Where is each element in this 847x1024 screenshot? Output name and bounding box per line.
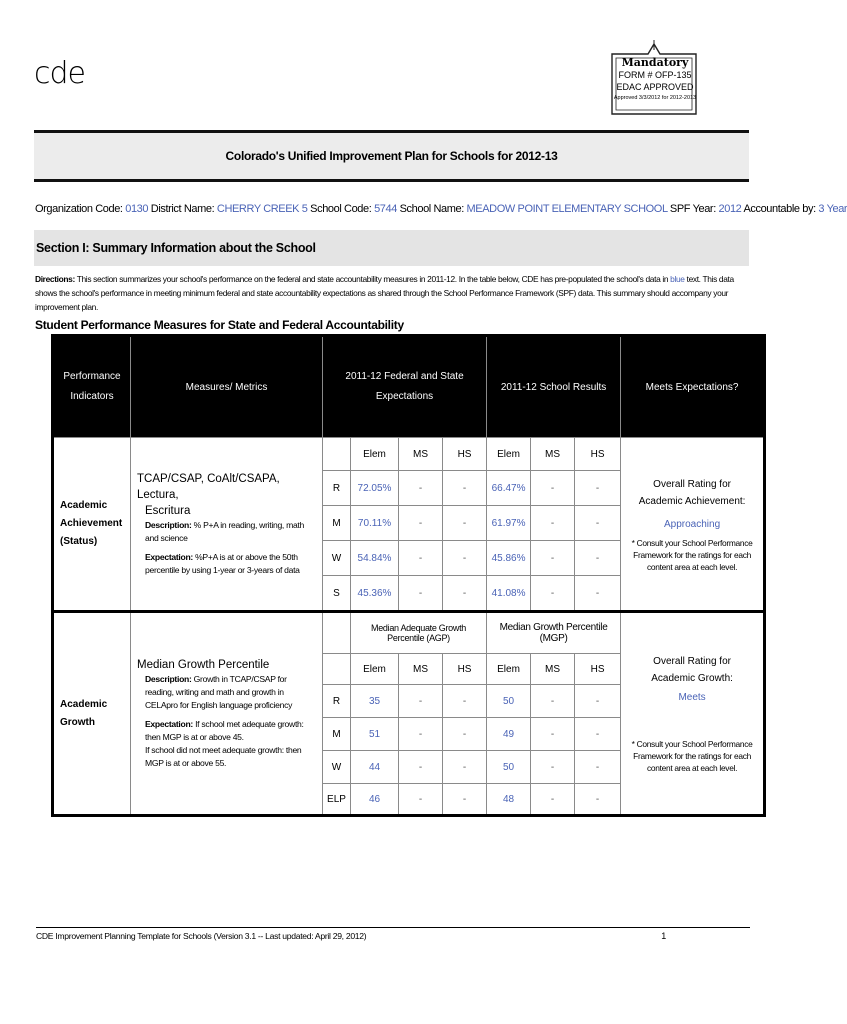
level-hs: HS: [575, 438, 621, 471]
result-value: -: [531, 506, 575, 541]
result-value: -: [531, 471, 575, 506]
result-value: 61.97%: [487, 506, 531, 541]
expectation-value: 45.36%: [351, 576, 399, 612]
growth-measures: [131, 612, 323, 816]
expectation-value: -: [399, 784, 443, 816]
expectation-value: -: [443, 471, 487, 506]
accountable-label: Accountable by:: [743, 203, 816, 215]
accountable-by: 3 Year: [818, 203, 847, 215]
section-header-bar: [34, 230, 749, 266]
result-value: -: [531, 718, 575, 751]
stamp-line-4: Approved 3/3/2012 for 2012-2013: [613, 95, 697, 101]
result-value: 50: [487, 685, 531, 718]
spf-year: 2012: [718, 203, 742, 215]
achievement-measures: [131, 438, 323, 612]
achievement-indicator-line-2: Achievement: [60, 518, 123, 529]
growth-desc: Growth in TCAP/CSAP for reading, writing and math and growth in CELApro for English language proficiency: [145, 674, 293, 710]
growth-overall-line-2: Academic Growth:: [651, 673, 733, 684]
header-indicators-line-1: Performance: [63, 371, 121, 382]
organization-line: [35, 203, 847, 215]
school-code-label: School Code:: [310, 203, 372, 215]
subject-label: W: [323, 541, 351, 576]
expectation-value: 54.84%: [351, 541, 399, 576]
expectation-value: -: [399, 506, 443, 541]
achievement-desc-label: Description:: [145, 520, 192, 530]
expectation-value: -: [399, 751, 443, 784]
achievement-consult-note: * Consult your School Performance Framework for the ratings for each content area at each level.: [631, 537, 753, 572]
expectation-value: 72.05%: [351, 471, 399, 506]
subject-label: M: [323, 718, 351, 751]
expectation-value: 35: [351, 685, 399, 718]
expectation-value: 46: [351, 784, 399, 816]
expectation-value: -: [399, 685, 443, 718]
growth-exp-label: Expectation:: [145, 719, 193, 729]
document-title: Colorado's Unified Improvement Plan for Schools for 2012-13: [225, 149, 558, 163]
growth-overall-line-1: Overall Rating for: [653, 656, 731, 667]
achievement-metric-line-1: TCAP/CSAP, CoAlt/CSAPA, Lectura,: [137, 473, 280, 501]
expectation-value: -: [443, 685, 487, 718]
result-value: -: [575, 576, 621, 612]
header-meets: Meets Expectations?: [621, 336, 765, 438]
result-value: 48: [487, 784, 531, 816]
growth-indicator: [53, 612, 131, 816]
directions-paragraph: [35, 272, 747, 314]
result-value: 41.08%: [487, 576, 531, 612]
cde-logo: cde: [34, 56, 85, 91]
subject-label: R: [323, 685, 351, 718]
result-value: -: [531, 541, 575, 576]
mandatory-stamp: [608, 40, 700, 120]
header-indicators-line-2: Indicators: [70, 391, 114, 402]
stamp-line-3: EDAC APPROVED: [616, 82, 694, 92]
performance-table: [51, 334, 766, 817]
expectation-value: 51: [351, 718, 399, 751]
result-value: -: [575, 471, 621, 506]
result-value: -: [575, 506, 621, 541]
footer-text: CDE Improvement Planning Template for Schools (Version 3.1 -- Last updated: April 29, 2012): [36, 931, 367, 941]
directions-blue-word: blue: [670, 274, 685, 284]
achievement-overall-line-1: Overall Rating for: [653, 478, 731, 490]
district-name: CHERRY CREEK 5: [216, 203, 308, 215]
achievement-exp: %P+A is at or above the 50th percentile by using 1-year or 3-years of data: [145, 552, 300, 575]
achievement-overall: [621, 438, 765, 612]
achievement-exp-label: Expectation:: [145, 552, 193, 562]
school-name: MEADOW POINT ELEMENTARY SCHOOL: [466, 203, 668, 215]
growth-metric: Median Growth Percentile: [137, 659, 270, 671]
header-expectations-line-2: Expectations: [375, 391, 434, 402]
achievement-indicator: [53, 438, 131, 612]
achievement-indicator-line-3: (Status): [60, 536, 98, 547]
expectation-value: -: [443, 718, 487, 751]
achievement-desc: % P+A in reading, writing, math and science: [145, 520, 304, 543]
school-code: 5744: [374, 203, 397, 215]
stamp-line-1: Mandatory: [621, 56, 689, 69]
expectation-value: -: [399, 471, 443, 506]
expectation-value: -: [399, 541, 443, 576]
stamp-line-2: FORM # OFP-135: [618, 70, 692, 80]
result-value: 49: [487, 718, 531, 751]
result-value: -: [531, 685, 575, 718]
expectation-value: -: [443, 576, 487, 612]
result-value: -: [575, 718, 621, 751]
agp-header: Median Adequate Growth Percentile (AGP): [351, 612, 487, 654]
page-number: 1: [661, 931, 666, 941]
blank-subject-header: [323, 612, 351, 654]
achievement-level-row: [53, 438, 765, 471]
header-expectations-line-1: 2011-12 Federal and State: [345, 371, 464, 382]
table-title: Student Performance Measures for State and Federal Accountability: [35, 318, 404, 332]
subject-label: ELP: [323, 784, 351, 816]
directions-text-1: This section summarizes your school's performance on the federal and state accountability measures in 2011-12. In the table below, CDE has pre-populated the school's data in: [76, 274, 671, 284]
section-title: Section I: Summary Information about the School: [36, 241, 316, 255]
mgp-header: Median Growth Percentile (MGP): [487, 612, 621, 654]
directions-label: Directions:: [35, 274, 75, 284]
result-value: -: [531, 751, 575, 784]
subject-label: W: [323, 751, 351, 784]
header-expectations: [323, 336, 487, 438]
growth-indicator-line-2: Growth: [60, 716, 95, 728]
level-elem: Elem: [351, 438, 399, 471]
expectation-value: -: [443, 541, 487, 576]
expectation-value: -: [443, 784, 487, 816]
org-code-label: Organization Code:: [35, 203, 123, 215]
growth-consult-note: * Consult your School Performance Framework for the ratings for each content area at each level.: [631, 739, 753, 773]
expectation-value: -: [443, 506, 487, 541]
subject-label: M: [323, 506, 351, 541]
result-value: -: [575, 784, 621, 816]
result-value: 45.86%: [487, 541, 531, 576]
result-value: -: [575, 685, 621, 718]
level-elem: Elem: [487, 654, 531, 685]
level-hs: HS: [575, 654, 621, 685]
school-name-label: School Name:: [399, 203, 464, 215]
level-hs: HS: [443, 438, 487, 471]
level-elem: Elem: [487, 438, 531, 471]
level-ms: MS: [531, 438, 575, 471]
level-ms: MS: [399, 438, 443, 471]
expectation-value: 44: [351, 751, 399, 784]
growth-header-row: [53, 612, 765, 654]
header-results: 2011-12 School Results: [487, 336, 621, 438]
growth-exp-1: If school met adequate growth: then MGP is at or above 45.: [145, 719, 304, 742]
growth-indicator-line-1: Academic: [60, 698, 108, 710]
expectation-value: -: [443, 751, 487, 784]
result-value: -: [575, 541, 621, 576]
district-label: District Name:: [150, 203, 215, 215]
expectation-value: -: [399, 718, 443, 751]
result-value: 66.47%: [487, 471, 531, 506]
achievement-indicator-line-1: Academic: [60, 500, 108, 511]
header-row: [53, 336, 765, 438]
blank-cell: [323, 654, 351, 685]
achievement-overall-line-2: Academic Achievement:: [638, 495, 746, 507]
achievement-rating: Approaching: [664, 518, 721, 530]
growth-exp-2: If school did not meet adequate growth: then MGP is at or above 55.: [145, 745, 302, 768]
expectation-value: 70.11%: [351, 506, 399, 541]
document-title-bar: [34, 130, 749, 182]
level-ms: MS: [531, 654, 575, 685]
level-elem: Elem: [351, 654, 399, 685]
level-ms: MS: [399, 654, 443, 685]
result-value: -: [531, 784, 575, 816]
subject-label: R: [323, 471, 351, 506]
spf-year-label: SPF Year:: [669, 203, 716, 215]
page-footer: [36, 927, 750, 941]
expectation-value: -: [399, 576, 443, 612]
subject-label: S: [323, 576, 351, 612]
level-hs: HS: [443, 654, 487, 685]
growth-rating: Meets: [678, 692, 706, 703]
header-measures: Measures/ Metrics: [131, 336, 323, 438]
result-value: -: [531, 576, 575, 612]
growth-desc-label: Description:: [145, 674, 192, 684]
org-code: 0130: [125, 203, 149, 215]
result-value: 50: [487, 751, 531, 784]
result-value: -: [575, 751, 621, 784]
growth-overall: [621, 612, 765, 816]
achievement-metric-line-2: Escritura: [145, 505, 191, 517]
header-indicators: [53, 336, 131, 438]
directions-text-2: text. This data shows the school's performance in meeting minimum federal and state accountability expectations as shared through the School Performance Framework (SPF) data. This summary should accompany your improvement plan.: [35, 274, 734, 312]
blank-subject-header: [323, 438, 351, 471]
